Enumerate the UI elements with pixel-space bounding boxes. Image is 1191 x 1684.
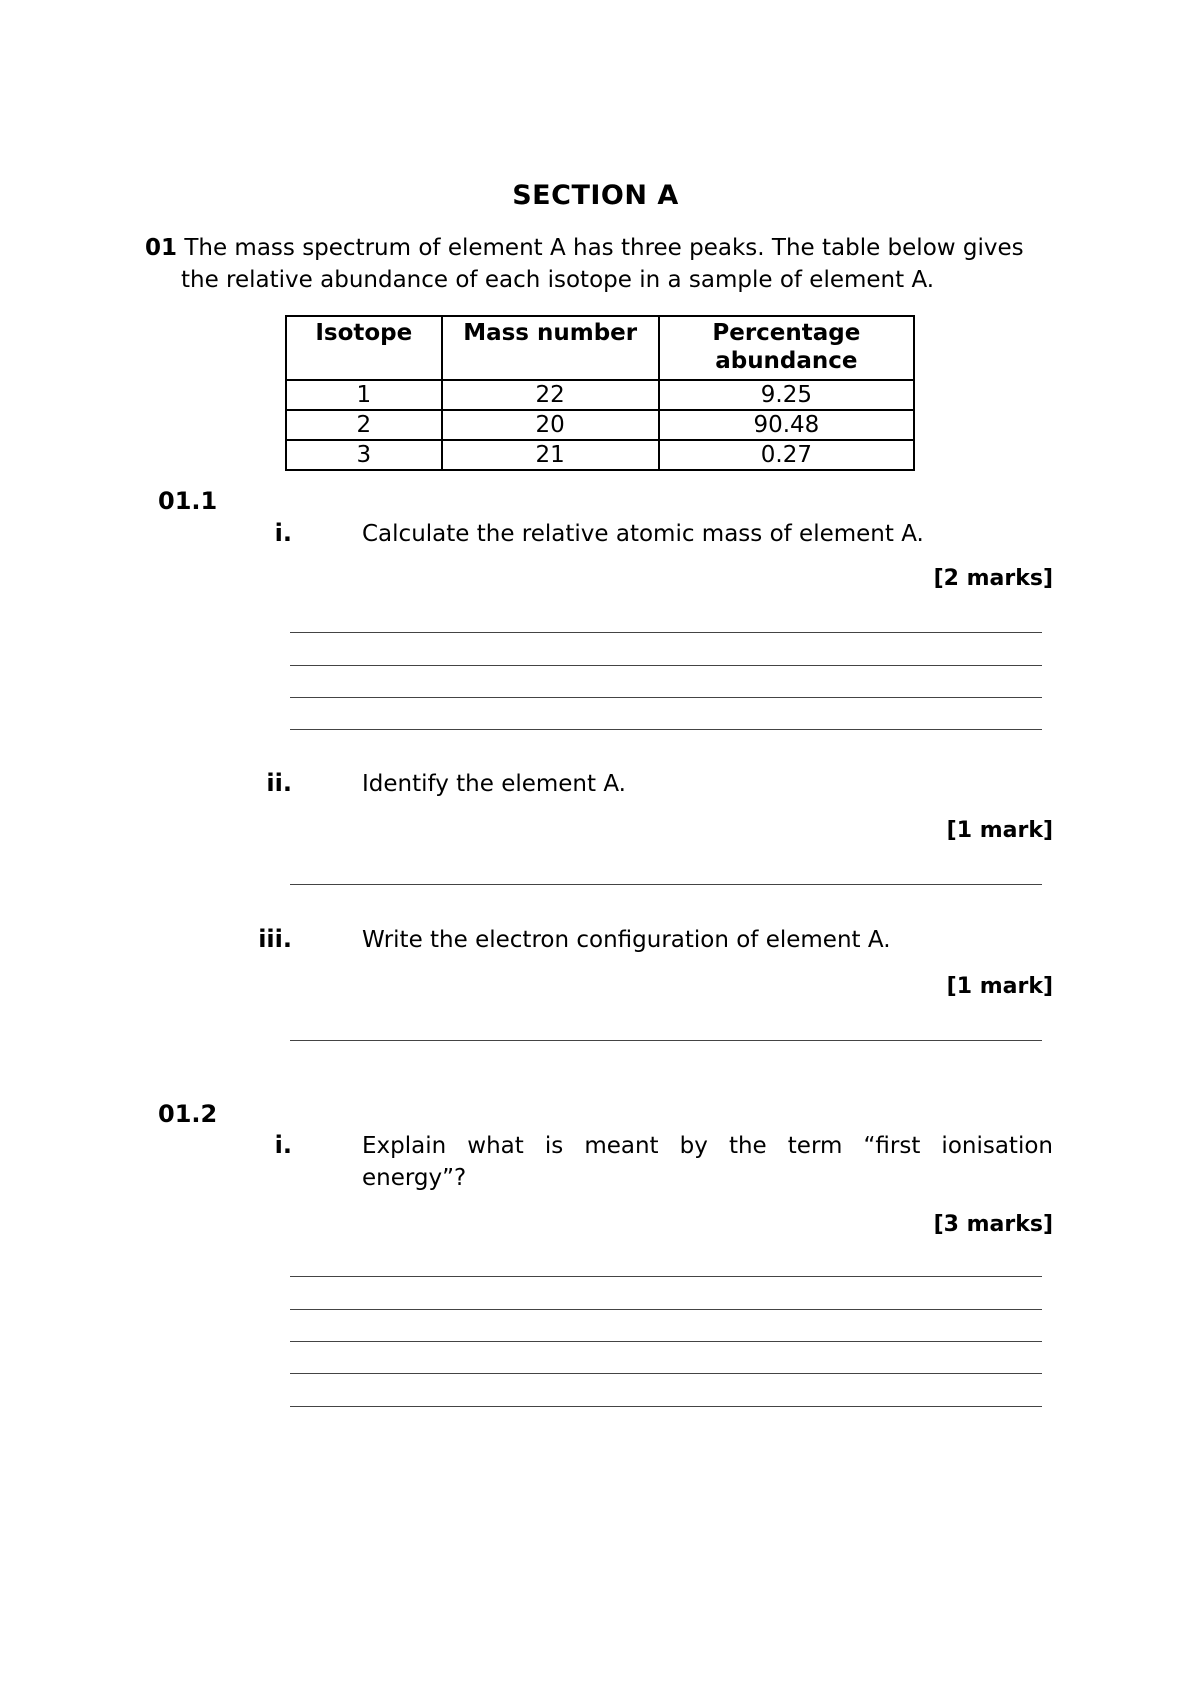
part-text-i (362, 1130, 1053, 1194)
part-label-iii: iii. (258, 925, 292, 953)
part-label-i: i. (274, 1131, 292, 1159)
question-number: 01 (145, 235, 178, 261)
answer-line[interactable] (290, 632, 1042, 633)
part-text-line-2: energy”? (362, 1165, 467, 1191)
subquestion-number-01-1: 01.1 (158, 487, 218, 515)
marks-label: [2 marks] (933, 566, 1053, 591)
header-percentage-abundance (659, 316, 914, 380)
marks-label: [1 mark] (946, 818, 1053, 843)
answer-line[interactable] (290, 1406, 1042, 1407)
answer-line[interactable] (290, 1341, 1042, 1342)
part-text-i: Calculate the relative atomic mass of element A. (362, 521, 924, 547)
answer-line[interactable] (290, 1309, 1042, 1310)
table-cell: 1 (286, 380, 442, 410)
answer-line[interactable] (290, 697, 1042, 698)
table-header-row (286, 316, 914, 380)
header-mass-number: Mass number (442, 316, 659, 380)
table-row (286, 380, 914, 410)
answer-line[interactable] (290, 1040, 1042, 1041)
answer-line[interactable] (290, 729, 1042, 730)
subquestion-number-01-2: 01.2 (158, 1100, 218, 1128)
table-cell: 21 (442, 440, 659, 470)
isotope-table (285, 315, 915, 471)
part-label-ii: ii. (266, 769, 292, 797)
part-label-i: i. (274, 519, 292, 547)
marks-label: [1 mark] (946, 974, 1053, 999)
table-cell: 22 (442, 380, 659, 410)
part-text-iii: Write the electron configuration of element A. (362, 927, 891, 953)
header-abundance: abundance (715, 348, 858, 374)
table-cell: 2 (286, 410, 442, 440)
part-text-ii: Identify the element A. (362, 771, 626, 797)
header-isotope: Isotope (286, 316, 442, 380)
table-cell: 20 (442, 410, 659, 440)
part-text-line-1: Explain what is meant by the term “first ionisation (362, 1133, 1053, 1159)
table-row (286, 440, 914, 470)
intro-line-2: the relative abundance of each isotope in a sample of element A. (181, 267, 935, 293)
marks-label: [3 marks] (933, 1212, 1053, 1237)
table-cell: 0.27 (659, 440, 914, 470)
answer-line[interactable] (290, 1276, 1042, 1277)
answer-line[interactable] (290, 1373, 1042, 1374)
header-percentage: Percentage (712, 320, 861, 346)
answer-line[interactable] (290, 665, 1042, 666)
table-cell: 3 (286, 440, 442, 470)
table-cell: 9.25 (659, 380, 914, 410)
table-cell: 90.48 (659, 410, 914, 440)
answer-line[interactable] (290, 884, 1042, 885)
question-intro (145, 232, 1055, 296)
section-title: SECTION A (512, 180, 679, 211)
intro-line-1: The mass spectrum of element A has three peaks. The table below gives (184, 235, 1024, 261)
table-row (286, 410, 914, 440)
